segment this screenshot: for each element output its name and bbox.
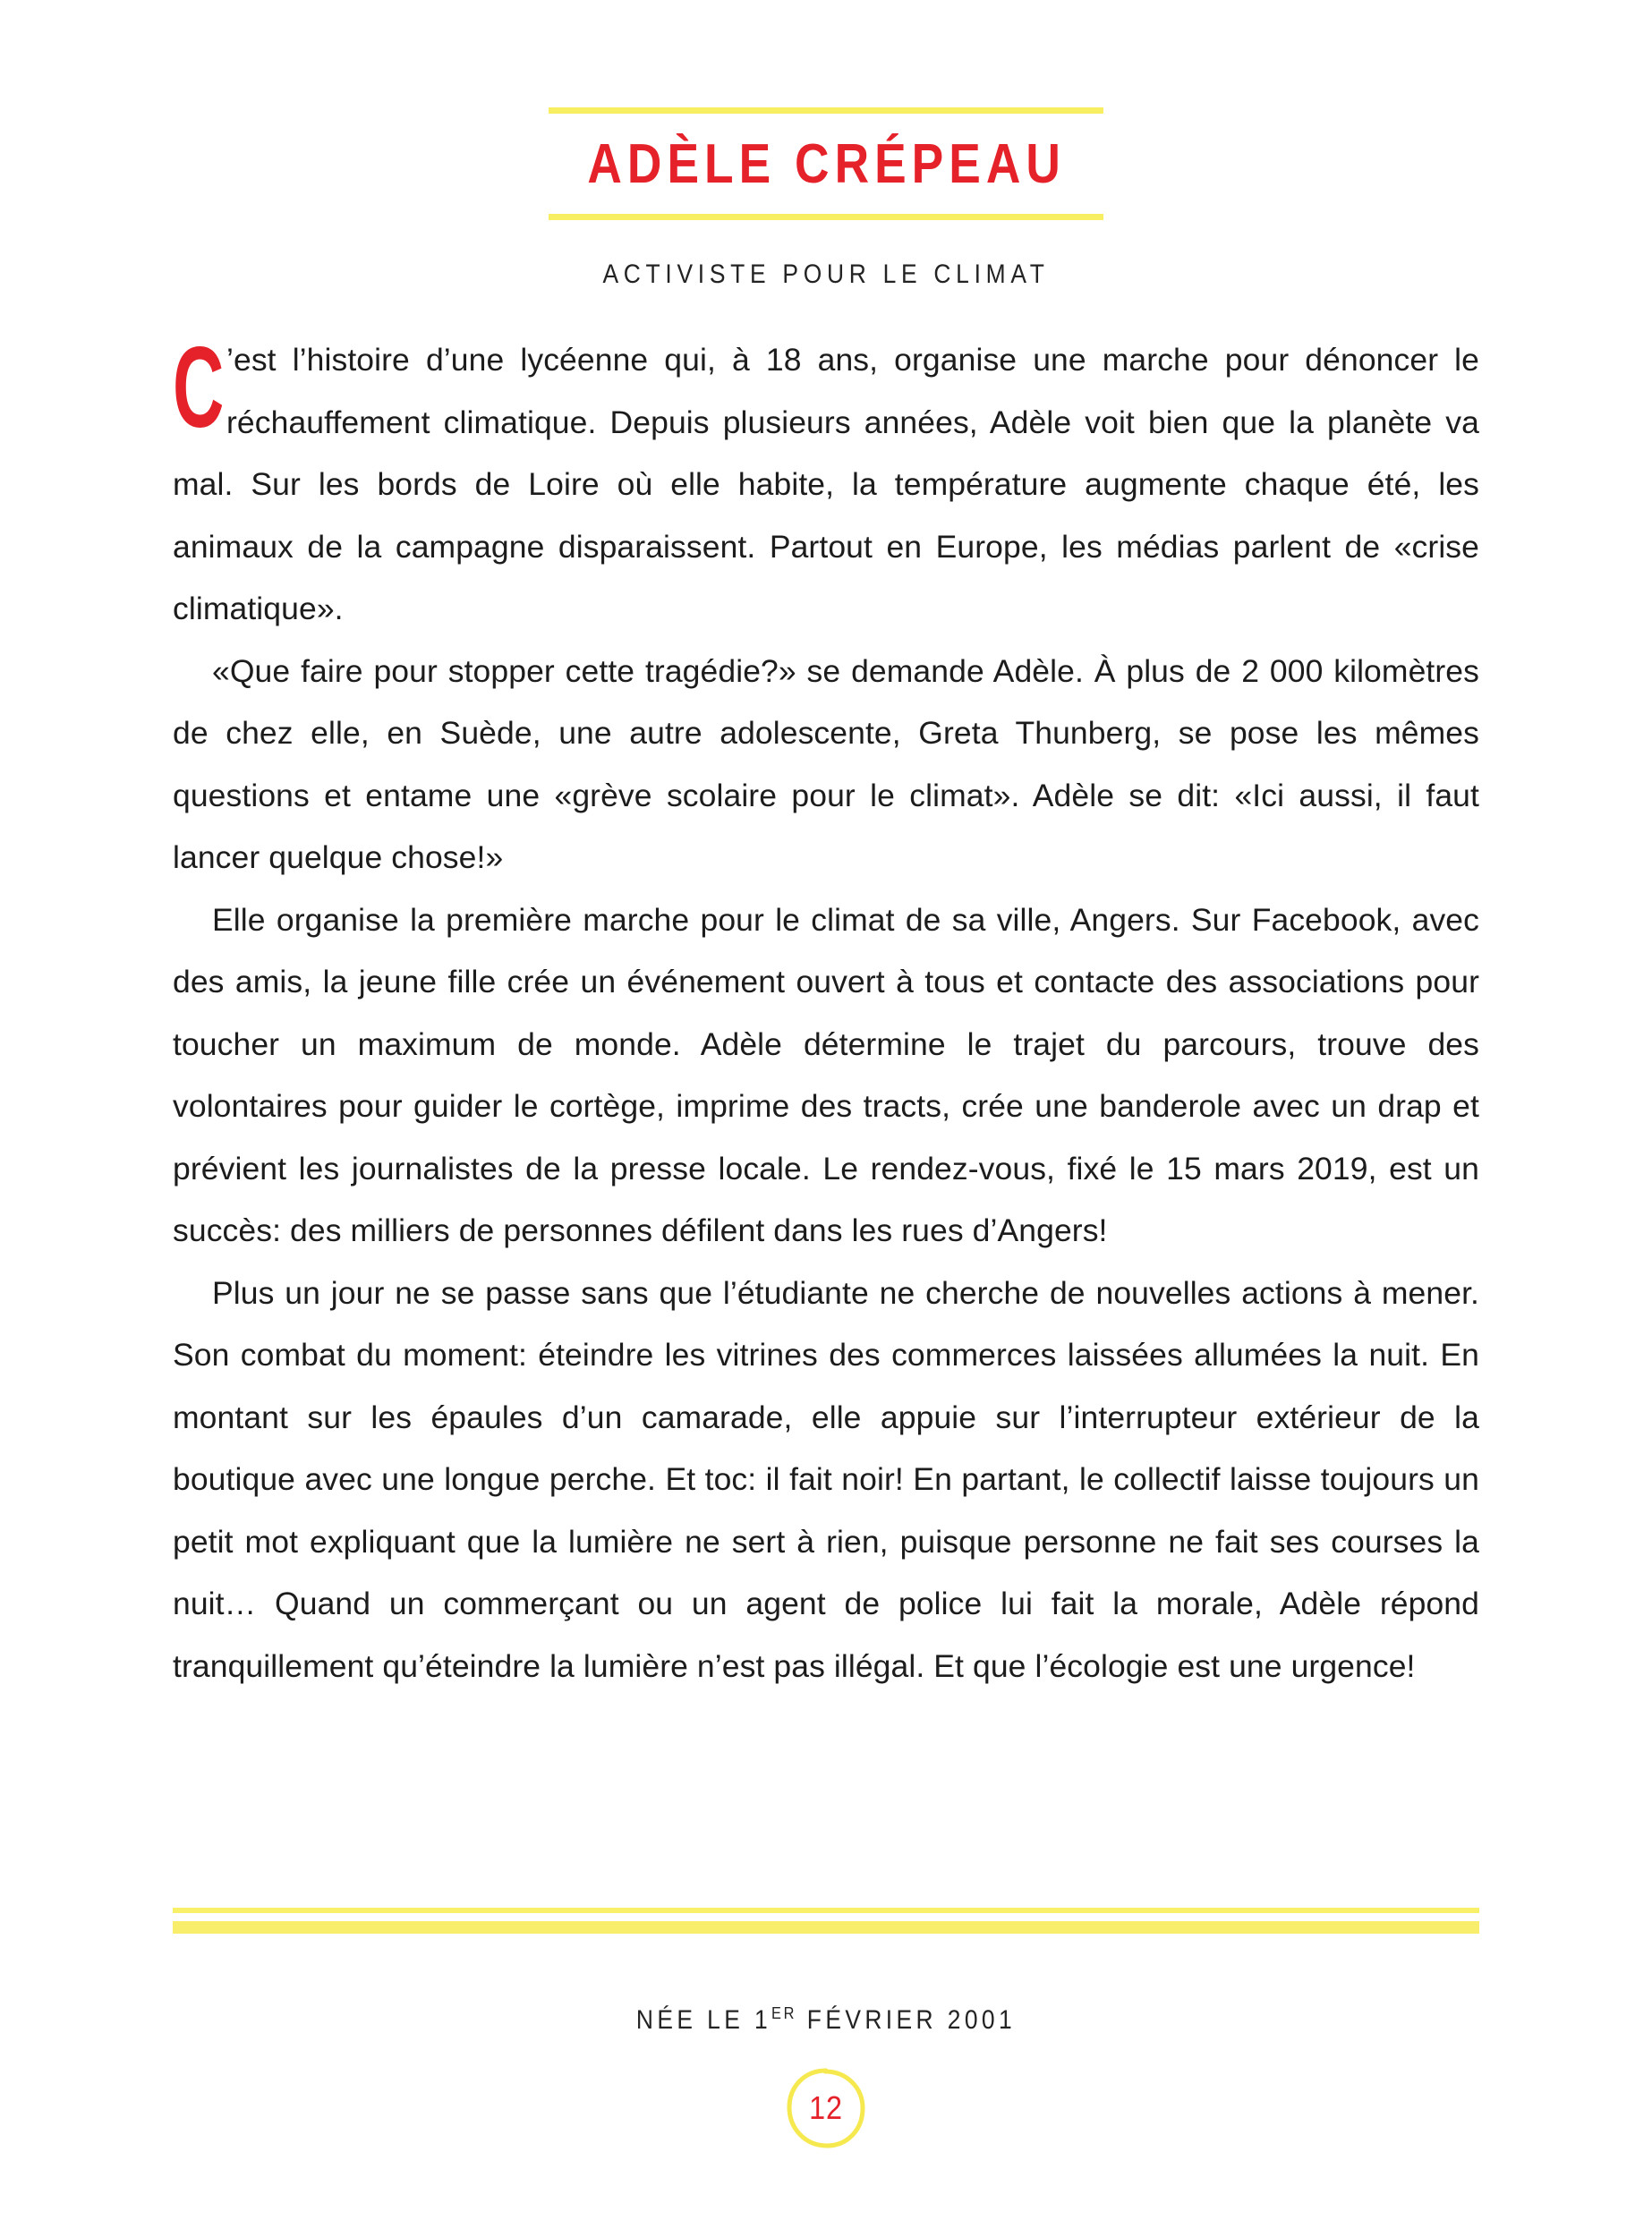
birth-date-suffix: FÉVRIER 2001 xyxy=(796,2005,1017,2035)
page-subtitle: ACTIVISTE POUR LE CLIMAT xyxy=(602,259,1050,289)
header-rule-bottom xyxy=(549,214,1103,220)
paragraph-4: Plus un jour ne se passe sans que l’étudiante ne cherche de nouvelles actions à mener. Son combat du moment: éteindre les vitrines des commerces laissées allumées la nuit. En montant sur les épaules d’un camarade, elle appuie sur l’interrupteur extérieur de la boutique avec une longue perche. Et toc: il fait noir! En partant, le collectif laisse toujours un petit mot expliquant que la lumière ne sert à rien, puisque personne ne fait ses courses la nuit… Quand un commerçant ou un agent de police lui fait la morale, Adèle répond tranquillement qu’éteindre la lumière n’est pas illégal. Et que l’écologie est une urgence! xyxy=(173,1274,1479,1684)
page-header xyxy=(549,0,1103,290)
header-rule-top xyxy=(549,107,1103,114)
birth-date-prefix: NÉE LE 1 xyxy=(635,2005,772,2035)
page-number-badge xyxy=(783,2065,869,2151)
drop-cap: C xyxy=(173,324,225,452)
paragraph-3: Elle organise la première marche pour le climat de sa ville, Angers. Sur Facebook, avec des amis, la jeune fille crée un événement ouvert à tous et contacte des associations pour toucher un maximum de monde. Adèle détermine le trajet du parcours, trouve des volontaires pour guider le cortège, imprime des tracts, crée une banderole avec un drap et prévient les journalistes de la presse locale. Le rendez-vous, fixé le 15 mars 2019, est un succès: des milliers de personnes défilent dans les rues d’Angers! xyxy=(173,901,1479,1248)
footer-rule xyxy=(173,1908,1479,1934)
page-title: ADÈLE CRÉPEAU xyxy=(587,133,1066,195)
page-footer xyxy=(173,1908,1479,2036)
birth-date xyxy=(251,2003,1401,2036)
paragraph-1 xyxy=(173,324,1479,641)
paragraph-1-text: ’est l’histoire d’une lycéenne qui, à 18 ans, organise une marche pour dénoncer le réchauffement climatique. Depuis plusieurs années, Adèle voit bien que la planète va mal. Sur les bords de Loire où elle habite, la température augmente chaque été, les animaux de la campagne disparaissent. Partout en Europe, les médias parlent de «crise climatique». xyxy=(173,342,1479,626)
page-number-area xyxy=(0,2065,1652,2151)
footer-rule-gap xyxy=(173,1913,1479,1921)
page-number-label: 12 xyxy=(809,2089,843,2126)
paragraph-2: «Que faire pour stopper cette tragédie?» se demande Adèle. À plus de 2 000 kilomètres de chez elle, en Suède, une autre adolescente, Greta Thunberg, se pose les mêmes questions et entame une «grève scolaire pour le climat». Adèle se dit: «Ici aussi, il faut lancer quelque chose!» xyxy=(173,652,1479,875)
footer-rule-thick xyxy=(173,1921,1479,1934)
article-body xyxy=(173,324,1479,1697)
birth-date-ordinal: ER xyxy=(771,2003,797,2022)
